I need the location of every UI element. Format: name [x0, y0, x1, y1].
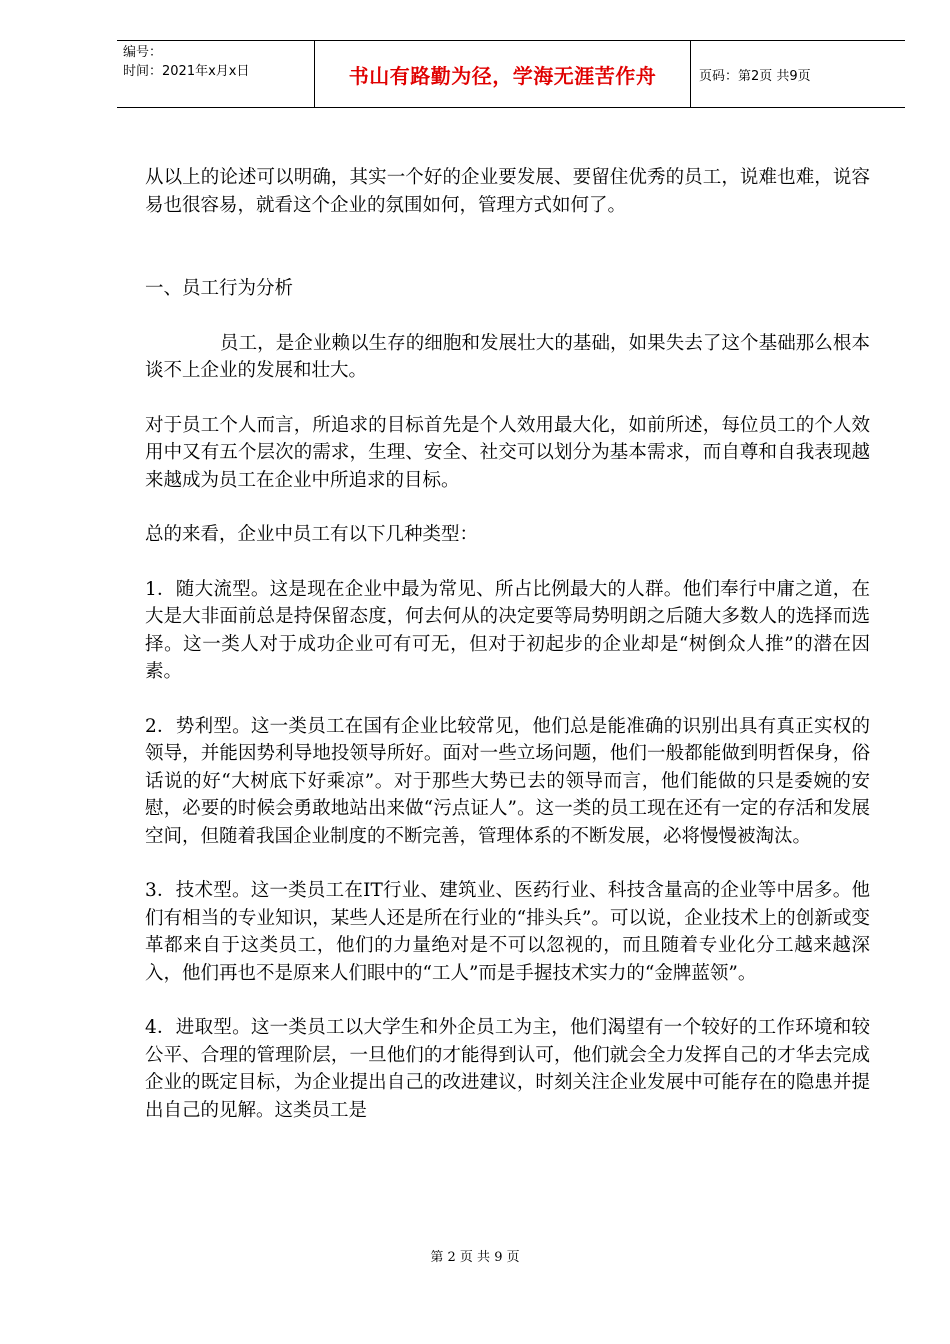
- section-heading: 一、员工行为分析: [145, 278, 294, 299]
- page-header: [117, 40, 905, 108]
- list-item-1: 1．随大流型。这是现在企业中最为常见、所占比例最大的人群。他们奉行中庸之道，在大是大非面前总是持保留态度，何去何从的决定要等局势明朗之后随大多数人的选择而选择。这一类人对于成功企业可有可无，但对于初起步的企业却是“树倒众人推”的潜在因素。: [145, 578, 870, 682]
- page-footer: 第 2 页 共 9 页: [430, 1250, 520, 1265]
- list-item-3: 3．技术型。这一类员工在IT行业、建筑业、医药行业、科技含量高的企业等中居多。他们有相当的专业知识，某些人还是所在行业的“排头兵”。可以说，企业技术上的创新或变革都来自于这类员工，他们的力量绝对是不可以忽视的，而且随着专业化分工越来越深入，他们再也不是原来人们眼中的“工人”而是手握技术实力的“金牌蓝领”。: [145, 880, 870, 984]
- header-page-label: 页码：第2页 共9页: [699, 68, 811, 84]
- body-paragraph: 员工，是企业赖以生存的细胞和发展壮大的基础，如果失去了这个基础那么根本谈不上企业的发展和壮大。: [145, 332, 870, 381]
- body-paragraph: 对于员工个人而言，所追求的目标首先是个人效用最大化，如前所述，每位员工的个人效用中又有五个层次的需求，生理、安全、社交可以划分为基本需求，而自尊和自我表现越来越成为员工在企业中所追求的目标。: [145, 414, 870, 491]
- body-paragraph: 从以上的论述可以明确，其实一个好的企业要发展、要留住优秀的员工，说难也难，说容易也很容易，就看这个企业的氛围如何，管理方式如何了。: [145, 167, 870, 216]
- document-time-label: 时间：2021年x月x日: [123, 64, 250, 79]
- document-body: [145, 164, 870, 1151]
- header-motto: 书山有路勤为径，学海无涯苦作舟: [314, 41, 691, 107]
- body-paragraph: 总的来看，企业中员工有以下几种类型：: [145, 524, 479, 545]
- document-number-label: 编号：: [123, 45, 163, 60]
- list-item-2: 2．势利型。这一类员工在国有企业比较常见，他们总是能准确的识别出具有真正实权的领导，并能因势利导地投领导所好。面对一些立场问题，他们一般都能做到明哲保身，俗话说的好“大树底下好乘凉”。对于那些大势已去的领导而言，他们能做的只是委婉的安慰，必要的时候会勇敢地站出来做“污点证人”。这一类的员工现在还有一定的存活和发展空间，但随着我国企业制度的不断完善，管理体系的不断发展，必将慢慢被淘汰。: [145, 715, 870, 847]
- list-item-4: 4．进取型。这一类员工以大学生和外企员工为主，他们渴望有一个较好的工作环境和较公平、合理的管理阶层，一旦他们的才能得到认可，他们就会全力发挥自己的才华去完成企业的既定目标，为企业提出自己的改进建议，时刻关注企业发展中可能存在的隐患并提出自己的见解。这类员工是: [145, 1017, 870, 1121]
- header-meta: [117, 41, 314, 107]
